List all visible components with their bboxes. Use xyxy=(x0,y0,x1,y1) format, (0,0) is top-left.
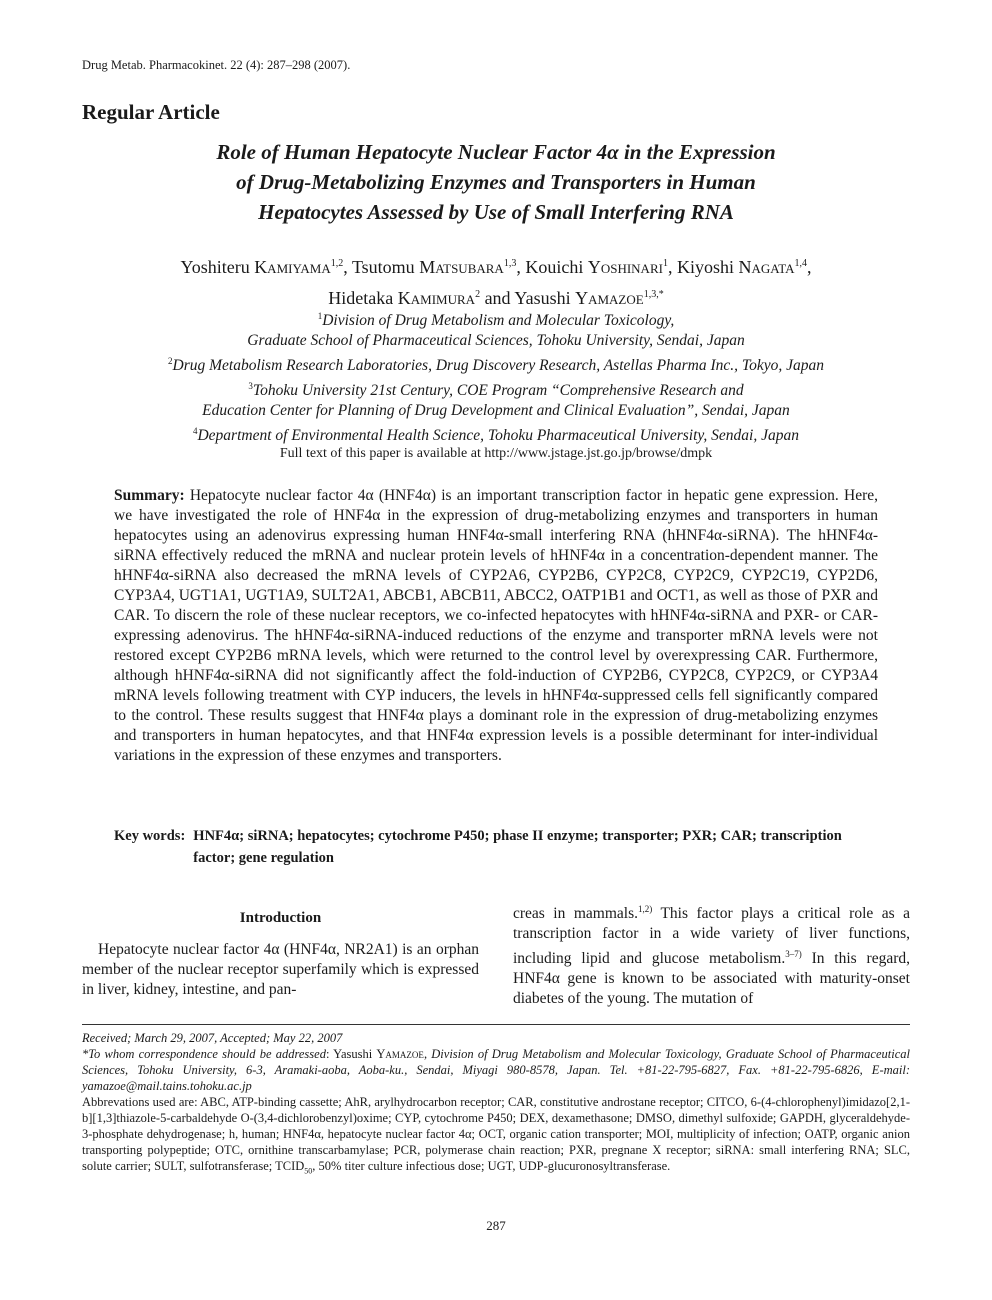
journal-citation: Drug Metab. Pharmacokinet. 22 (4): 287–298 (2007). xyxy=(82,58,351,72)
affiliation-line xyxy=(82,401,910,421)
citation-ref: 3–7) xyxy=(785,949,802,960)
body-text-run: creas in mammals. xyxy=(513,905,638,923)
footnote-divider xyxy=(82,1024,910,1025)
affil-sup: 2 xyxy=(168,356,173,367)
author-given: Yoshiteru xyxy=(180,257,255,277)
author-given: Tsutomu xyxy=(351,257,420,277)
title-line: Hepatocytes Assessed by Use of Small Interfering RNA xyxy=(258,200,734,224)
author-sep: , xyxy=(343,257,352,277)
affil-text: Department of Environmental Health Science, Tohoku Pharmaceutical University, Sendai, Japan xyxy=(197,427,799,445)
affiliation-line xyxy=(82,351,910,376)
author-given: Kouichi xyxy=(525,257,588,277)
title-line: Role of Human Hepatocyte Nuclear Factor 4α in the Expression xyxy=(216,140,776,164)
author-sep: , xyxy=(667,257,677,277)
affil-sup: 3 xyxy=(248,381,253,392)
affiliation-line xyxy=(82,376,910,401)
received-dates: Received; March 29, 2007, Accepted; May 22, 2007 xyxy=(82,1031,343,1045)
author-affil-sup: 1,3,* xyxy=(643,289,664,300)
author-affil-sup: 1 xyxy=(662,258,668,269)
citation-ref: 1,2) xyxy=(638,904,653,914)
affil-text: Graduate School of Pharmaceutical Sciences, Tohoku University, Sendai, Japan xyxy=(247,332,745,350)
author-family: Yoshinari xyxy=(587,257,663,277)
correspondence-note xyxy=(82,1046,910,1094)
corr-rest: , Division of Drug Metabolism and Molecular Toxicology, Graduate School of Pharmaceutical Sciences, Tohoku University, 6-3, Aramaki-aoba, Aoba-ku., Sendai, Miyagi 980-8578, Japan. Tel. +81-22-795-6827, Fax. +81-22-795-6826, E-mail: yamazoe@mail.tains.tohoku.ac.jp xyxy=(82,1047,910,1093)
right-column xyxy=(513,899,910,1009)
affil-sup: 4 xyxy=(192,426,198,437)
affil-text: Tohoku University 21st Century, COE Program “Comprehensive Research and xyxy=(252,382,744,400)
body-text-run: In this regard, HNF4α gene is known to be associated with maturity-onset diabetes of the young. The mutation of xyxy=(513,950,910,1008)
author-sep: and xyxy=(480,288,515,308)
left-column xyxy=(82,910,479,1000)
author-family: Yamazoe xyxy=(575,288,644,308)
author-family: Kamiyama xyxy=(254,257,331,277)
affil-sup: 1 xyxy=(317,311,323,321)
author-family: Nagata xyxy=(738,257,795,277)
page-number: 287 xyxy=(486,1218,506,1233)
abbrev-text: Abbrevations used are: ABC, ATP-binding cassette; AhR, arylhydrocarbon receptor; CAR, constitutive androstane receptor; CITCO, 6-(4-chlorophenyl)imidazo[2,1-b][1,3]thiazole-5-carbaldehyde O-(3,4-dichlorobenzyl)oxime; CYP, cytochrome P450; DEX, dexamethasone; DMSO, dimethyl sulfoxide; GAPDH, glyceraldehyde-3-phosphate dehydrogenase; h, human; HNF4α, hepatocyte nuclear factor 4α; OCT, organic cation transporter; MOI, multiplicity of infection; OATP, organic anion transporting polypeptide; OTC, ornithine transcarbamylase; PCR, polymerase chain reaction; PXR, pregnane X receptor; siRNA: small interfering RNA; SLC, solute carrier; SULT, sulfotransferase; TCID xyxy=(82,1095,910,1173)
affiliation-line xyxy=(82,331,910,351)
affil-text: Division of Drug Metabolism and Molecular Toxicology, xyxy=(322,312,675,330)
author-affil-sup: 2 xyxy=(475,289,481,300)
author-sep: , xyxy=(516,257,526,277)
keywords-text: HNF4α; siRNA; hepatocytes; cytochrome P450; phase II enzyme; transporter; PXR; CAR; transcription factor; gene regulation xyxy=(193,828,842,866)
corr-prefix: *To whom correspondence should be addressed xyxy=(82,1047,326,1061)
affiliation-line xyxy=(82,421,910,446)
author-family: Kamimura xyxy=(397,288,476,308)
abbrev-end: , 50% titer culture infectious dose; UGT, UDP-glucuronosyltransferase. xyxy=(312,1159,671,1173)
affil-text: Drug Metabolism Research Laboratories, Drug Discovery Research, Astellas Pharma Inc., Tokyo, Japan xyxy=(172,357,824,375)
author-given: Yasushi xyxy=(514,288,576,308)
body-paragraph xyxy=(513,899,910,1009)
keywords-label: Key words: xyxy=(114,828,186,844)
body-text-run: This factor plays a critical role as a transcription factor in a wide variety of liver functions, including lipid and glucose metabolism. xyxy=(513,905,911,968)
author-given: Hidetaka xyxy=(328,288,398,308)
abbrev-sub: 50 xyxy=(304,1166,313,1176)
author-affil-sup: 1,4 xyxy=(794,258,807,269)
affil-text: Education Center for Planning of Drug Development and Clinical Evaluation”, Sendai, Japan xyxy=(202,402,790,420)
author-given: Kiyoshi xyxy=(676,257,739,277)
title-line: of Drug-Metabolizing Enzymes and Transporters in Human xyxy=(236,170,756,194)
author-family: Matsubara xyxy=(419,257,504,277)
keywords xyxy=(114,825,878,869)
author-affil-sup: 1,3 xyxy=(503,258,517,269)
author-sep: , xyxy=(806,257,812,277)
summary-label: Summary: xyxy=(114,487,185,504)
affiliation-line xyxy=(82,306,910,331)
full-text-note: Full text of this paper is available at http://www.jstage.jst.go.jp/browse/dmpk xyxy=(279,446,713,461)
body-paragraph: Hepatocyte nuclear factor 4α (HNF4α, NR2A1) is an orphan member of the nuclear receptor superfamily which is expressed in liver, kidney, intestine, and pan- xyxy=(82,941,479,998)
author-affil-sup: 1,2 xyxy=(330,258,344,269)
summary-text: Hepatocyte nuclear factor 4α (HNF4α) is an important transcription factor in hepatic gene expression. Here, we have investigated the role of HNF4α in the expression of drug-metabolizing enzymes and transporters in human hepatocytes using an adenovirus expressing human HNF4α-small interfering RNA (hHNF4α-siRNA). The hHNF4α-siRNA effectively reduced the mRNA and nuclear protein levels of hHNF4α in a concentration-dependent manner. The hHNF4α-siRNA also decreased the mRNA levels of CYP2A6, CYP2B6, CYP2C8, CYP2C9, CYP2C19, CYP2D6, CYP3A4, UGT1A1, UGT1A9, SULT2A1, ABCB1, ABCB11, ABCC2, OATP1B1 and OCT1, as well as those of PXR and CAR. To discern the role of these nuclear receptors, we co-infected hepatocytes with hHNF4α-siRNA and PXR- or CAR-expressing adenovirus. The hHNF4α-siRNA-induced reductions of the enzyme and transporter mRNA levels were not restored except CYP2B6 mRNA levels, which were returned to the control level by overexpressing CAR. Furthermore, although hHNF4α-siRNA did not significantly affect the fold-induction of CYP2B6, CYP2C8, CYP2C9, or CYP3A4 mRNA levels following treatment with CYP inducers, the levels in hHNF4α-suppressed cells fell significantly compared to the control. These results suggest that HNF4α plays a dominant role in the expression of drug-metabolizing enzymes and transporters in human hepatocytes, and that HNF4α expression levels is a possible determinant for inter-individual variations in the expression of these enzymes and transporters. xyxy=(114,487,878,764)
author-list xyxy=(82,250,910,312)
affiliations xyxy=(82,306,910,447)
paper-title xyxy=(82,137,910,227)
corr-family: Yamazoe xyxy=(376,1047,424,1061)
footnotes xyxy=(82,1030,910,1180)
abbreviations-note xyxy=(82,1094,910,1180)
article-type: Regular Article xyxy=(82,100,220,124)
section-heading: Introduction xyxy=(239,910,322,926)
summary-abstract xyxy=(114,486,878,766)
corr-colon: : Yasushi xyxy=(325,1047,377,1061)
author-line xyxy=(82,250,910,281)
